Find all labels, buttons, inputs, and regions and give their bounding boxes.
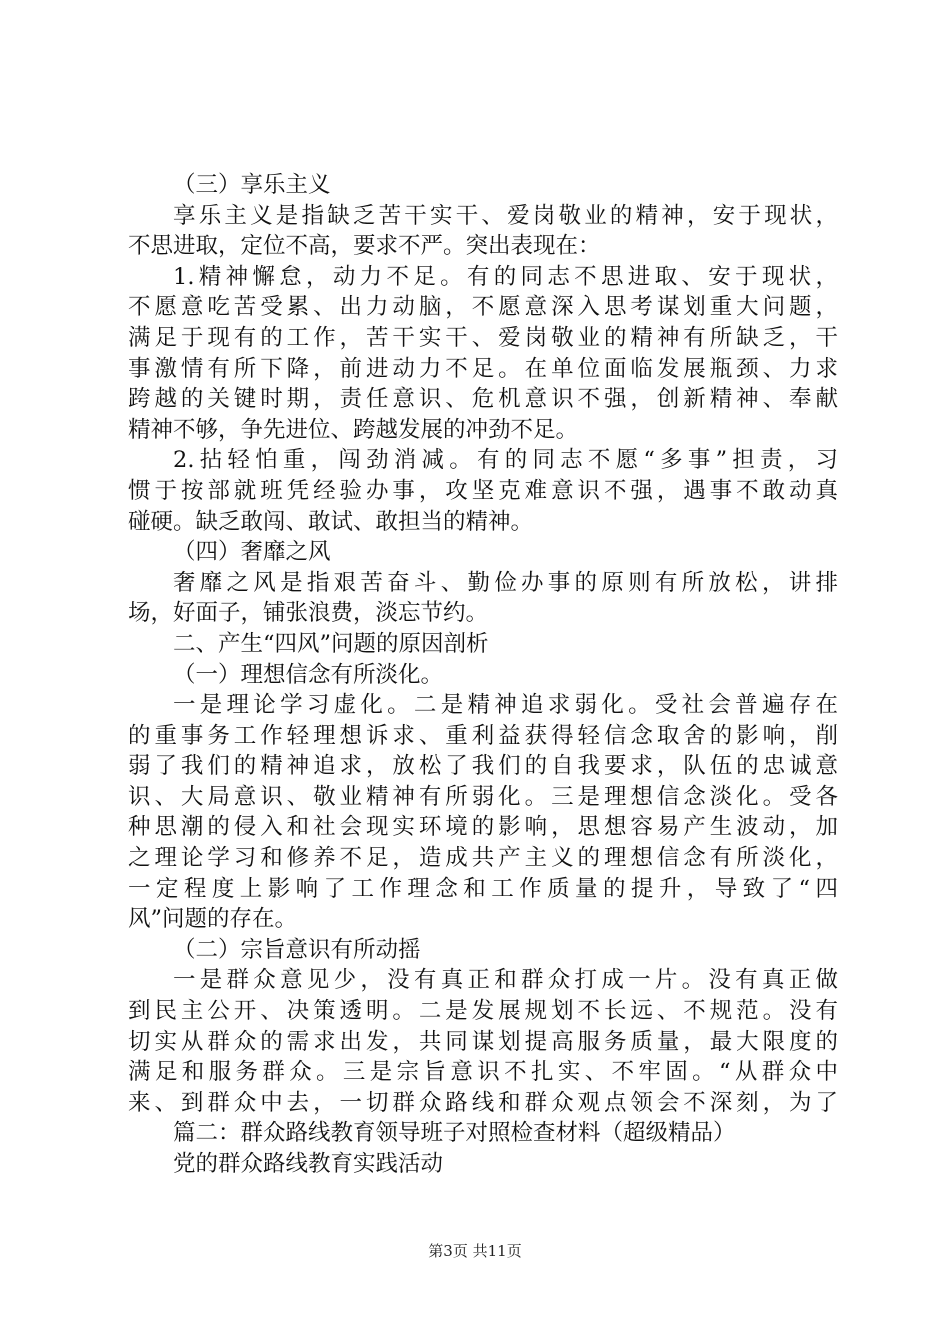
- text-line: 1.精神懈怠，动力不足。有的同志不思进取、安于现状，: [173, 263, 838, 290]
- text-line: 二、产生“四风”问题的原因剖析: [173, 630, 489, 657]
- text-line: 风”问题的存在。: [128, 906, 298, 933]
- document-body: [128, 170, 838, 1180]
- text-line: （四）奢靡之风: [173, 539, 331, 566]
- text-line: 种思潮的侵入和社会现实环境的影响，思想容易产生波动，加: [128, 814, 838, 841]
- text-line: 到民主公开、决策透明。二是发展规划不长远、不规范。没有: [128, 998, 838, 1025]
- text-line: 党的群众路线教育实践活动: [173, 1151, 444, 1177]
- text-line: 切实从群众的需求出发，共同谋划提高服务质量，最大限度的: [128, 1028, 838, 1055]
- text-line: 不思进取，定位不高，要求不严。突出表现在：: [128, 233, 601, 260]
- text-line: 碰硬。缺乏敢闯、敢试、敢担当的精神。: [128, 508, 534, 535]
- text-line: 场，好面子，铺张浪费，淡忘节约。: [128, 600, 489, 627]
- text-line: 事激情有所下降，前进动力不足。在单位面临发展瓶颈、力求: [128, 355, 838, 382]
- text-line: 一定程度上影响了工作理念和工作质量的提升，导致了“四: [128, 875, 838, 902]
- text-line: 弱了我们的精神追求，放松了我们的自我要求，队伍的忠诚意: [128, 753, 838, 780]
- text-line: 跨越的关键时期，责任意识、危机意识不强，创新精神、奉献: [128, 386, 838, 413]
- text-line: （二）宗旨意识有所动摇: [173, 936, 421, 963]
- text-line: 2.拈轻怕重，闯劲消减。有的同志不愿“多事”担责，习: [173, 447, 838, 474]
- text-line: 一是群众意见少，没有真正和群众打成一片。没有真正做: [173, 967, 838, 994]
- text-line: （三）享乐主义: [173, 172, 331, 198]
- text-line: （一）理想信念有所淡化。: [173, 661, 444, 688]
- text-line: 的重事务工作轻理想诉求、重利益获得轻信念取舍的影响，削: [128, 722, 838, 749]
- text-line: 识、大局意识、敬业精神有所弱化。三是理想信念淡化。受各: [128, 783, 838, 810]
- text-line: 精神不够，争先进位、跨越发展的冲劲不足。: [128, 416, 579, 443]
- text-line: 奢靡之风是指艰苦奋斗、勤俭办事的原则有所放松，讲排: [173, 569, 838, 596]
- text-line: 之理论学习和修养不足，造成共产主义的理想信念有所淡化，: [128, 845, 838, 872]
- text-line: 来、到群众中去，一切群众路线和群众观点领会不深刻，为了: [128, 1089, 838, 1116]
- text-line: 享乐主义是指缺乏苦干实干、爱岗敬业的精神，安于现状，: [173, 202, 838, 229]
- text-line: 满足和服务群众。三是宗旨意识不扎实、不牢固。“从群众中: [128, 1059, 838, 1086]
- text-line: 一是理论学习虚化。二是精神追求弱化。受社会普遍存在: [173, 692, 838, 719]
- text-line: 不愿意吃苦受累、出力动脑，不愿意深入思考谋划重大问题，: [128, 294, 838, 321]
- text-line: 篇二：群众路线教育领导班子对照检查材料（超级精品）: [173, 1120, 736, 1147]
- text-line: 惯于按部就班凭经验办事，攻坚克难意识不强，遇事不敢动真: [128, 477, 838, 504]
- text-line: 满足于现有的工作，苦干实干、爱岗敬业的精神有所缺乏，干: [128, 324, 838, 351]
- page-footer: 第3页 共11页: [428, 1242, 522, 1260]
